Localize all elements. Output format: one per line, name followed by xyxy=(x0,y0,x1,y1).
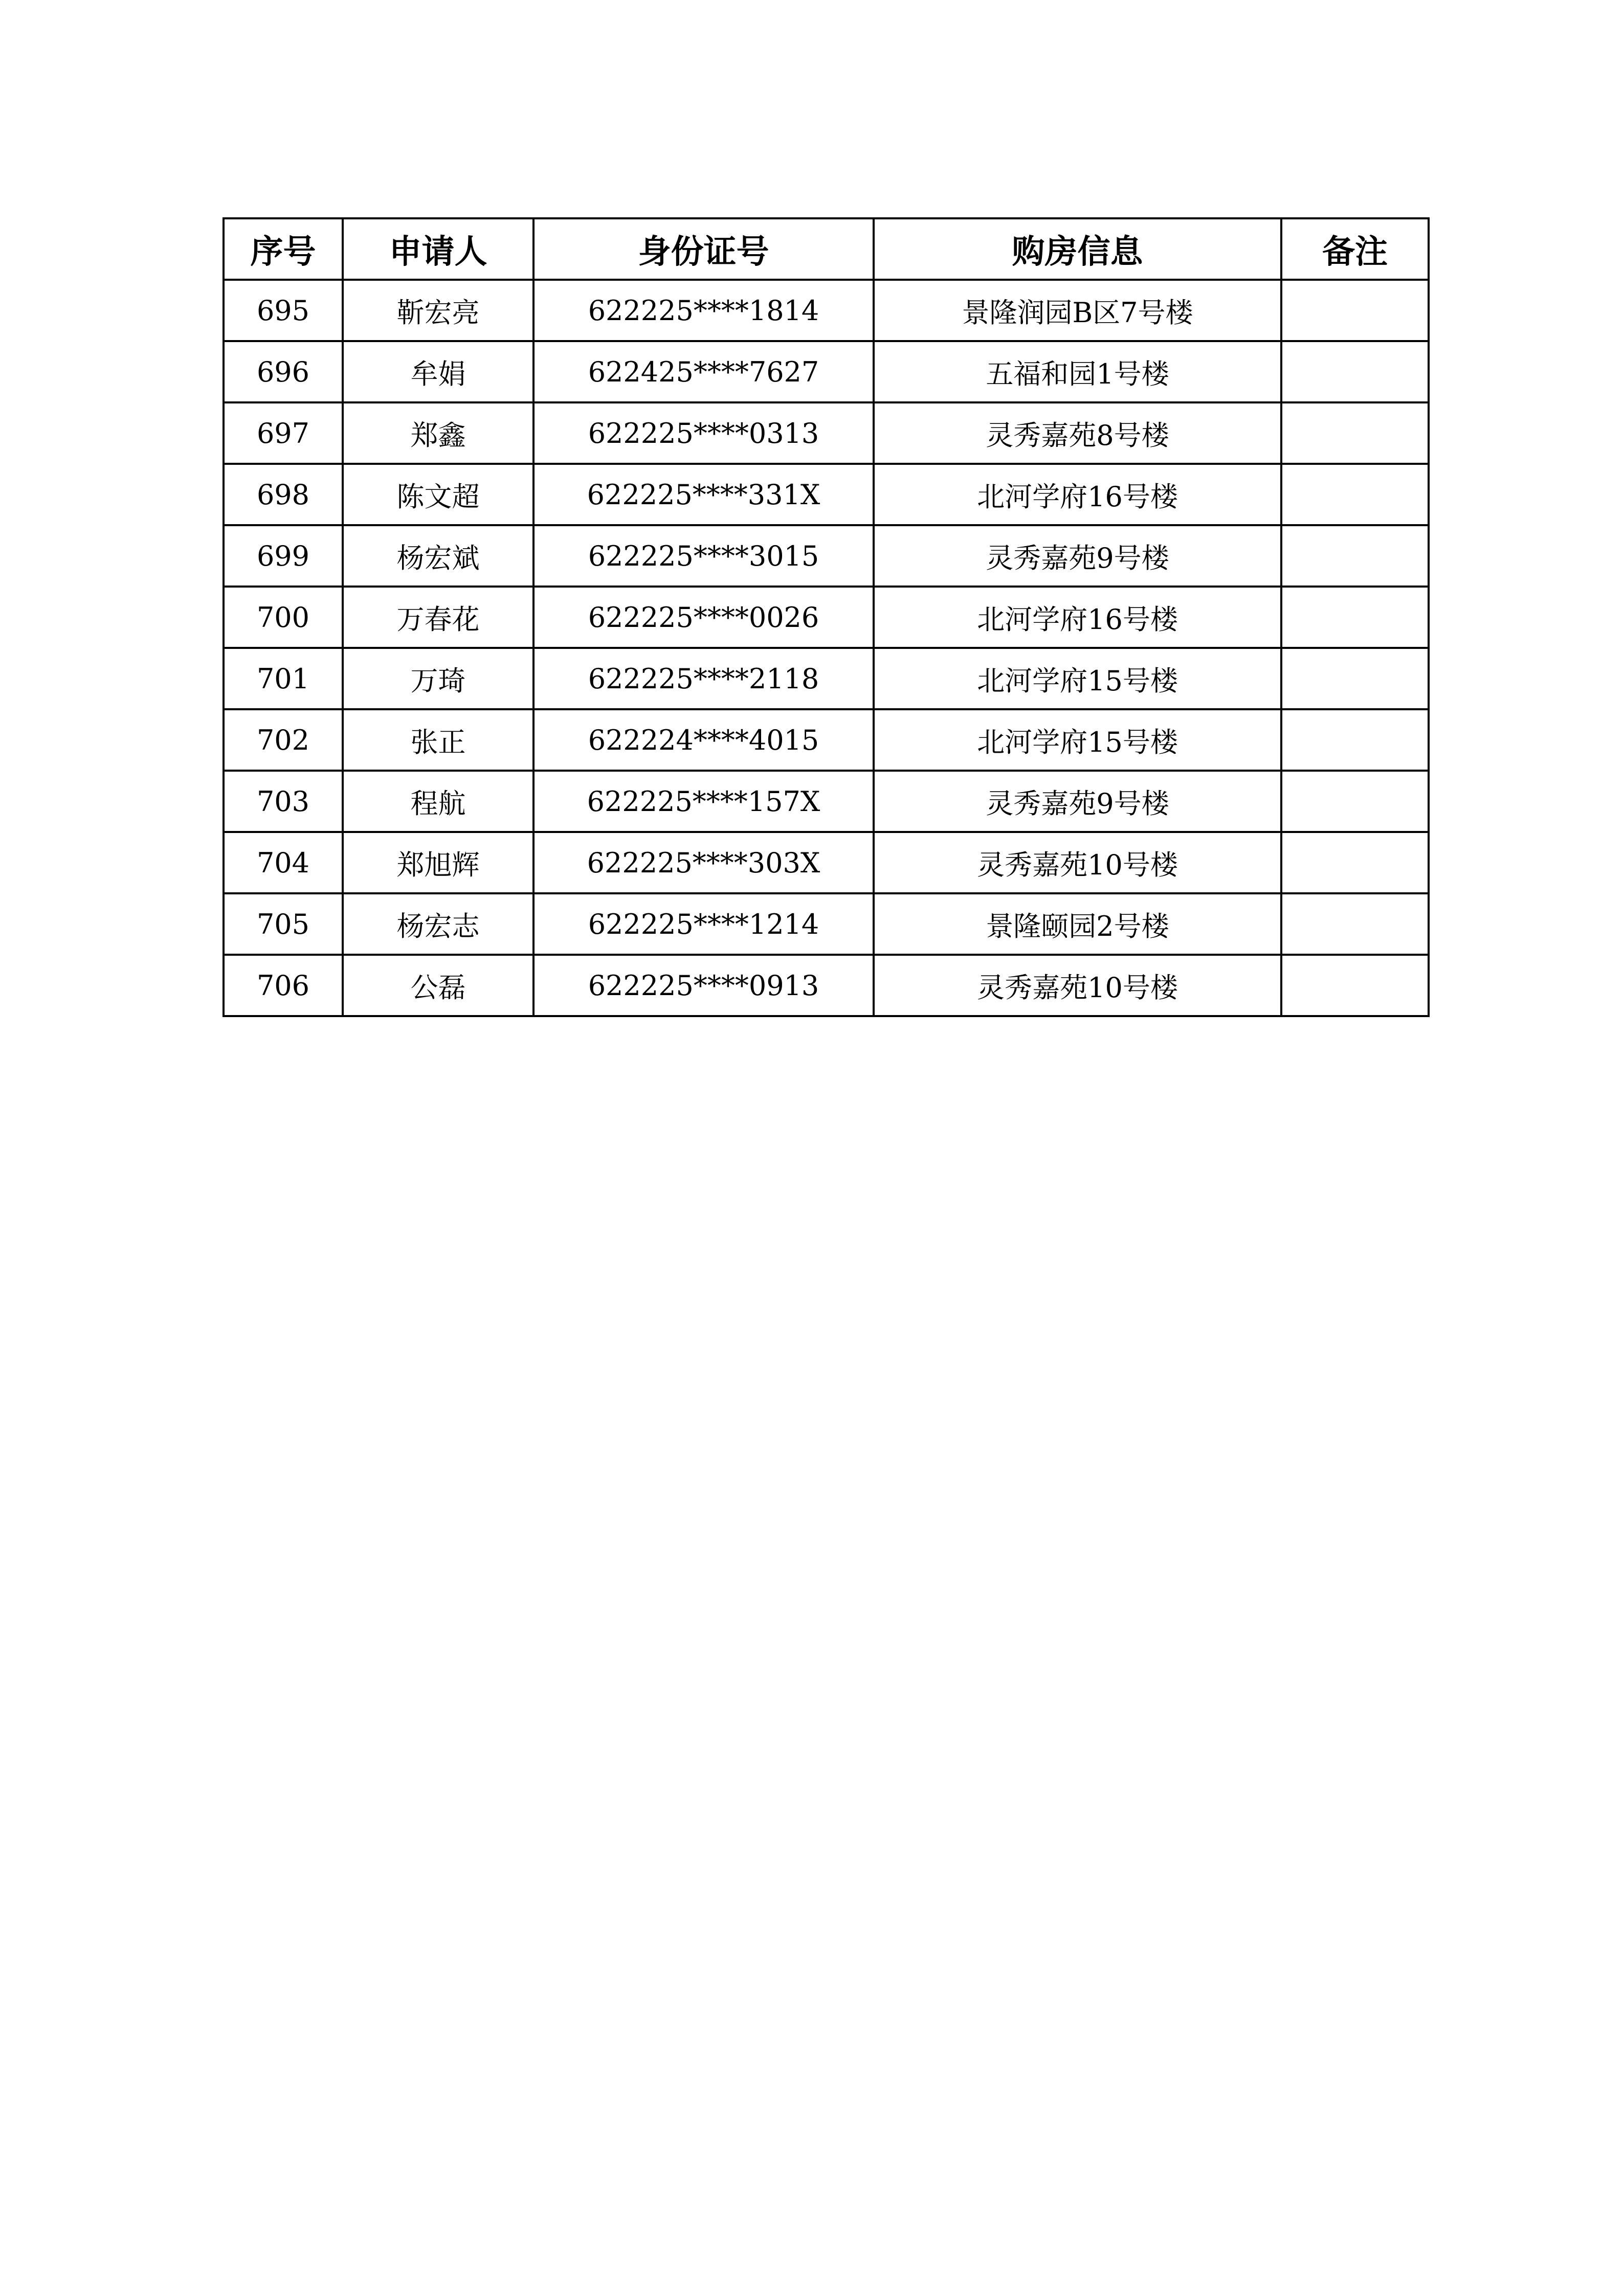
cell-applicant: 杨宏志 xyxy=(343,893,533,955)
cell-id-number: 622225****0026 xyxy=(533,587,874,648)
table-row xyxy=(224,341,1429,402)
table-row xyxy=(224,648,1429,709)
cell-remarks xyxy=(1281,709,1429,771)
header-house-info: 购房信息 xyxy=(874,218,1281,280)
cell-applicant: 程航 xyxy=(343,771,533,832)
cell-applicant: 陈文超 xyxy=(343,464,533,525)
cell-house-info: 北河学府15号楼 xyxy=(874,709,1281,771)
cell-applicant: 牟娟 xyxy=(343,341,533,402)
cell-house-info: 灵秀嘉苑10号楼 xyxy=(874,955,1281,1016)
cell-remarks xyxy=(1281,648,1429,709)
cell-house-info: 北河学府15号楼 xyxy=(874,648,1281,709)
header-row xyxy=(224,218,1429,280)
table-row xyxy=(224,709,1429,771)
cell-id-number: 622225****157X xyxy=(533,771,874,832)
header-serial-number: 序号 xyxy=(224,218,343,280)
cell-remarks xyxy=(1281,955,1429,1016)
table-row xyxy=(224,587,1429,648)
cell-id-number: 622225****1814 xyxy=(533,280,874,341)
cell-applicant: 万春花 xyxy=(343,587,533,648)
cell-id-number: 622225****1214 xyxy=(533,893,874,955)
cell-house-info: 灵秀嘉苑8号楼 xyxy=(874,402,1281,464)
table-row xyxy=(224,280,1429,341)
table-row xyxy=(224,955,1429,1016)
cell-applicant: 靳宏亮 xyxy=(343,280,533,341)
cell-serial-number: 701 xyxy=(224,648,343,709)
cell-remarks xyxy=(1281,832,1429,893)
cell-serial-number: 697 xyxy=(224,402,343,464)
cell-house-info: 灵秀嘉苑10号楼 xyxy=(874,832,1281,893)
cell-remarks xyxy=(1281,893,1429,955)
cell-remarks xyxy=(1281,771,1429,832)
cell-remarks xyxy=(1281,587,1429,648)
cell-serial-number: 702 xyxy=(224,709,343,771)
table-row xyxy=(224,893,1429,955)
cell-serial-number: 706 xyxy=(224,955,343,1016)
cell-serial-number: 696 xyxy=(224,341,343,402)
cell-serial-number: 700 xyxy=(224,587,343,648)
table-row xyxy=(224,771,1429,832)
cell-serial-number: 704 xyxy=(224,832,343,893)
cell-house-info: 灵秀嘉苑9号楼 xyxy=(874,525,1281,587)
cell-id-number: 622225****0313 xyxy=(533,402,874,464)
document-page xyxy=(223,217,1430,1017)
cell-house-info: 景隆润园B区7号楼 xyxy=(874,280,1281,341)
cell-serial-number: 705 xyxy=(224,893,343,955)
cell-house-info: 灵秀嘉苑9号楼 xyxy=(874,771,1281,832)
cell-remarks xyxy=(1281,402,1429,464)
cell-applicant: 郑鑫 xyxy=(343,402,533,464)
cell-id-number: 622425****7627 xyxy=(533,341,874,402)
cell-id-number: 622224****4015 xyxy=(533,709,874,771)
cell-id-number: 622225****3015 xyxy=(533,525,874,587)
cell-applicant: 万琦 xyxy=(343,648,533,709)
cell-house-info: 北河学府16号楼 xyxy=(874,587,1281,648)
cell-applicant: 公磊 xyxy=(343,955,533,1016)
cell-applicant: 张正 xyxy=(343,709,533,771)
cell-applicant: 杨宏斌 xyxy=(343,525,533,587)
cell-remarks xyxy=(1281,280,1429,341)
cell-id-number: 622225****0913 xyxy=(533,955,874,1016)
header-applicant: 申请人 xyxy=(343,218,533,280)
table-row xyxy=(224,525,1429,587)
cell-serial-number: 698 xyxy=(224,464,343,525)
cell-house-info: 五福和园1号楼 xyxy=(874,341,1281,402)
cell-house-info: 北河学府16号楼 xyxy=(874,464,1281,525)
applicant-table xyxy=(223,217,1430,1017)
cell-house-info: 景隆颐园2号楼 xyxy=(874,893,1281,955)
cell-applicant: 郑旭辉 xyxy=(343,832,533,893)
cell-id-number: 622225****2118 xyxy=(533,648,874,709)
cell-remarks xyxy=(1281,464,1429,525)
cell-serial-number: 695 xyxy=(224,280,343,341)
header-remarks: 备注 xyxy=(1281,218,1429,280)
cell-remarks xyxy=(1281,525,1429,587)
cell-id-number: 622225****303X xyxy=(533,832,874,893)
table-row xyxy=(224,402,1429,464)
cell-serial-number: 703 xyxy=(224,771,343,832)
header-id-number: 身份证号 xyxy=(533,218,874,280)
table-row xyxy=(224,464,1429,525)
cell-remarks xyxy=(1281,341,1429,402)
table-row xyxy=(224,832,1429,893)
cell-id-number: 622225****331X xyxy=(533,464,874,525)
cell-serial-number: 699 xyxy=(224,525,343,587)
